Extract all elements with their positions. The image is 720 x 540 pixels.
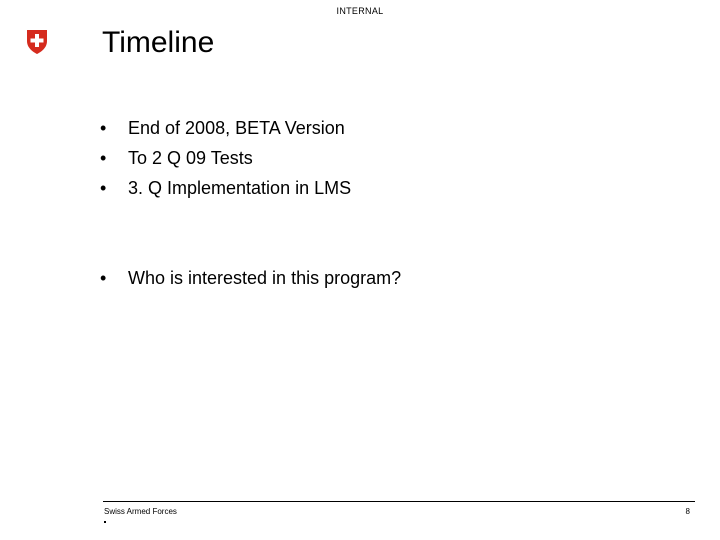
bullet-list	[100, 116, 351, 206]
bullet-text: To 2 Q 09 Tests	[128, 148, 253, 168]
bullet-item	[100, 266, 401, 296]
bullet-marker: •	[100, 148, 107, 168]
bullet-marker: •	[100, 268, 107, 288]
bullet-item	[100, 116, 351, 146]
secondary-bullet-list	[100, 266, 401, 296]
classification-label: INTERNAL	[336, 6, 384, 16]
bullet-text: End of 2008, BETA Version	[128, 118, 345, 138]
page-number: 8	[685, 507, 690, 516]
bullet-item	[100, 146, 351, 176]
footer-mark	[104, 521, 106, 523]
footer-divider	[103, 501, 695, 502]
bullet-marker: •	[100, 178, 107, 198]
slide-title: Timeline	[102, 26, 215, 59]
swiss-shield-icon	[26, 29, 48, 55]
footer-organization: Swiss Armed Forces	[104, 507, 177, 516]
bullet-marker: •	[100, 118, 107, 138]
bullet-text: 3. Q Implementation in LMS	[128, 178, 352, 198]
bullet-text: Who is interested in this program?	[128, 268, 402, 288]
bullet-item	[100, 176, 351, 206]
